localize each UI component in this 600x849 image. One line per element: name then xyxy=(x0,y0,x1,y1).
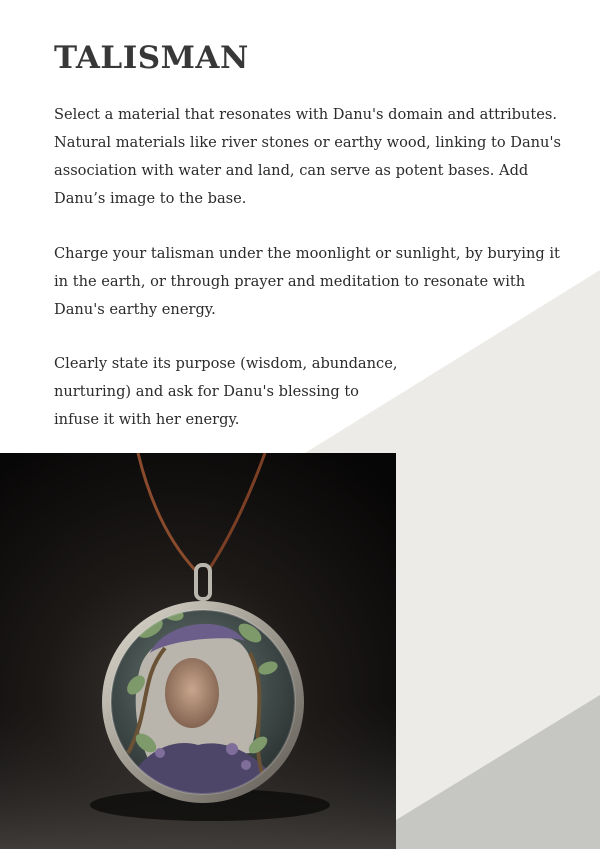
face xyxy=(165,658,219,728)
pendant-photo xyxy=(0,453,396,849)
paragraph-charge: Charge your talisman under the moonlight or sunlight, by burying it in the earth, or through prayer and meditation to resonate with Danu's earthy energy. xyxy=(54,245,560,318)
paragraph-material: Select a material that resonates with Danu's domain and attributes. Natural materials like river stones or earthy wood, linking to Danu's association with water and land, can serve as potent bases. Add Danu’s image to the base. xyxy=(54,106,561,207)
paragraph-purpose: Clearly state its purpose (wisdom, abundance, nurturing) and ask for Danu's blessing to infuse it with her energy. xyxy=(54,355,398,428)
page-title: TALISMAN xyxy=(54,40,249,76)
